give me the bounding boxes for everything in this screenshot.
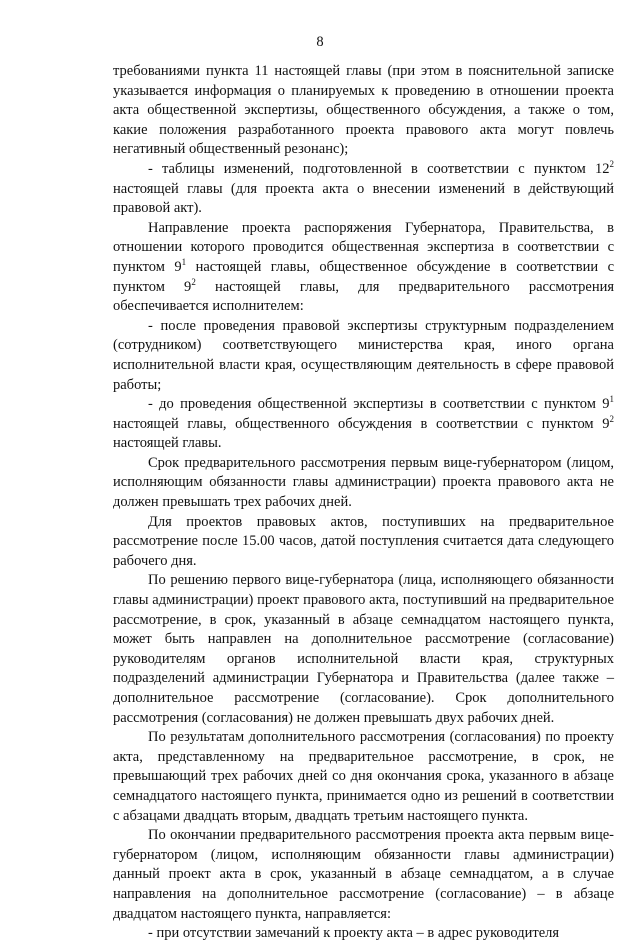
paragraph	[113, 160, 614, 219]
paragraph	[113, 728, 614, 826]
paragraph-text: По решению первого вице-губернатора (лица, исполняющего обязанности главы администрации) проект правового акта, поступивший на предварительное рассмотрение, в срок, указанный в абзаце семнадцатом настоящего пункта, может быть направлен на дополнительное рассмотрение (согласование) руководителям органов исполнительной власти края, структурных подразделений администрации Губернатора и Правительства (далее также – дополнительное рассмотрение (согласование). Срок дополнительного рассмотрения (согласования) не должен превышать двух рабочих дней.	[113, 572, 614, 726]
paragraph-text: - при отсутствии замечаний к проекту акта – в адрес руководителя	[148, 925, 560, 942]
paragraph-text: По результатам дополнительного рассмотрения (согласования) по проекту акта, представленному на предварительное рассмотрение, в срок, не превышающий трех рабочих дней со дня окончания срока, указанного в абзаце семнадцатого настоящего пункта, принимается одно из решений в соответствии с абзацами двадцать вторым, двадцать третьим настоящего пункта.	[113, 729, 614, 824]
paragraph	[113, 513, 614, 572]
paragraph-text: - до проведения общественной экспертизы в соответствии с пунктом 9	[148, 396, 610, 413]
paragraph-text: Для проектов правовых актов, поступивших на предварительное рассмотрение после 15.00 часов, датой поступления считается дата следующего рабочего дня.	[113, 513, 614, 569]
paragraph-text: настоящей главы (для проекта акта о внесении изменений в действующий правовой акт).	[113, 180, 614, 217]
paragraph	[113, 62, 614, 160]
page-number: 8	[316, 34, 324, 50]
paragraph	[113, 454, 614, 513]
paragraph-text: Направление проекта распоряжения Губернатора, Правительства, в отношении которого проводится общественная экспертиза в соответствии с пунктом 9	[113, 219, 614, 275]
document-body	[113, 62, 614, 944]
paragraph-text: - после проведения правовой экспертизы структурным подразделением (сотрудником) соответствующего министерства края, иного органа исполнительной власти края, осуществляющим деятельность в сфере правовой работы;	[113, 317, 614, 393]
paragraph	[113, 826, 614, 924]
paragraph	[113, 395, 614, 454]
superscript: 2	[609, 158, 614, 169]
paragraph-text: настоящей главы.	[113, 435, 222, 452]
superscript: 2	[191, 276, 196, 287]
paragraph	[113, 317, 614, 395]
paragraph-text: настоящей главы, общественное обсуждение в соответствии с пунктом 9	[113, 258, 615, 295]
paragraph	[113, 571, 614, 728]
paragraph	[113, 924, 614, 944]
paragraph-text: настоящей главы, общественного обсуждения в соответствии с пунктом 9	[113, 415, 610, 432]
paragraph-text: настоящей главы, для предварительного рассмотрения обеспечивается исполнителем:	[113, 278, 615, 315]
paragraph-text: требованиями пункта 11 настоящей главы (при этом в пояснительной записке указывается информация о планируемых к проведению в отношении проекта акта общественной экспертизы, общественного обсуждения, а также о том, какие положения разработанного проекта правового акта могут повлечь негативный общественный резонанс);	[113, 63, 614, 158]
superscript: 1	[181, 256, 187, 267]
paragraph-text: Срок предварительного рассмотрения первым вице-губернатором (лицом, исполняющим обязанности главы администрации) проекта правового акта не должен превышать трех рабочих дней.	[113, 454, 614, 511]
superscript: 2	[609, 413, 614, 424]
paragraph-text: По окончании предварительного рассмотрения проекта акта первым вице-губернатором (лицом, исполняющим обязанности главы администрации) данный проект акта в срок, указанный в абзаце семнадцатом, а в случае направления на дополнительное рассмотрение (согласование) – в абзаце двадцатом настоящего пункта, направляется:	[113, 827, 614, 922]
paragraph	[113, 219, 614, 317]
paragraph-text: - таблицы изменений, подготовленной в соответствии с пунктом 12	[148, 160, 610, 177]
superscript: 1	[609, 394, 614, 405]
